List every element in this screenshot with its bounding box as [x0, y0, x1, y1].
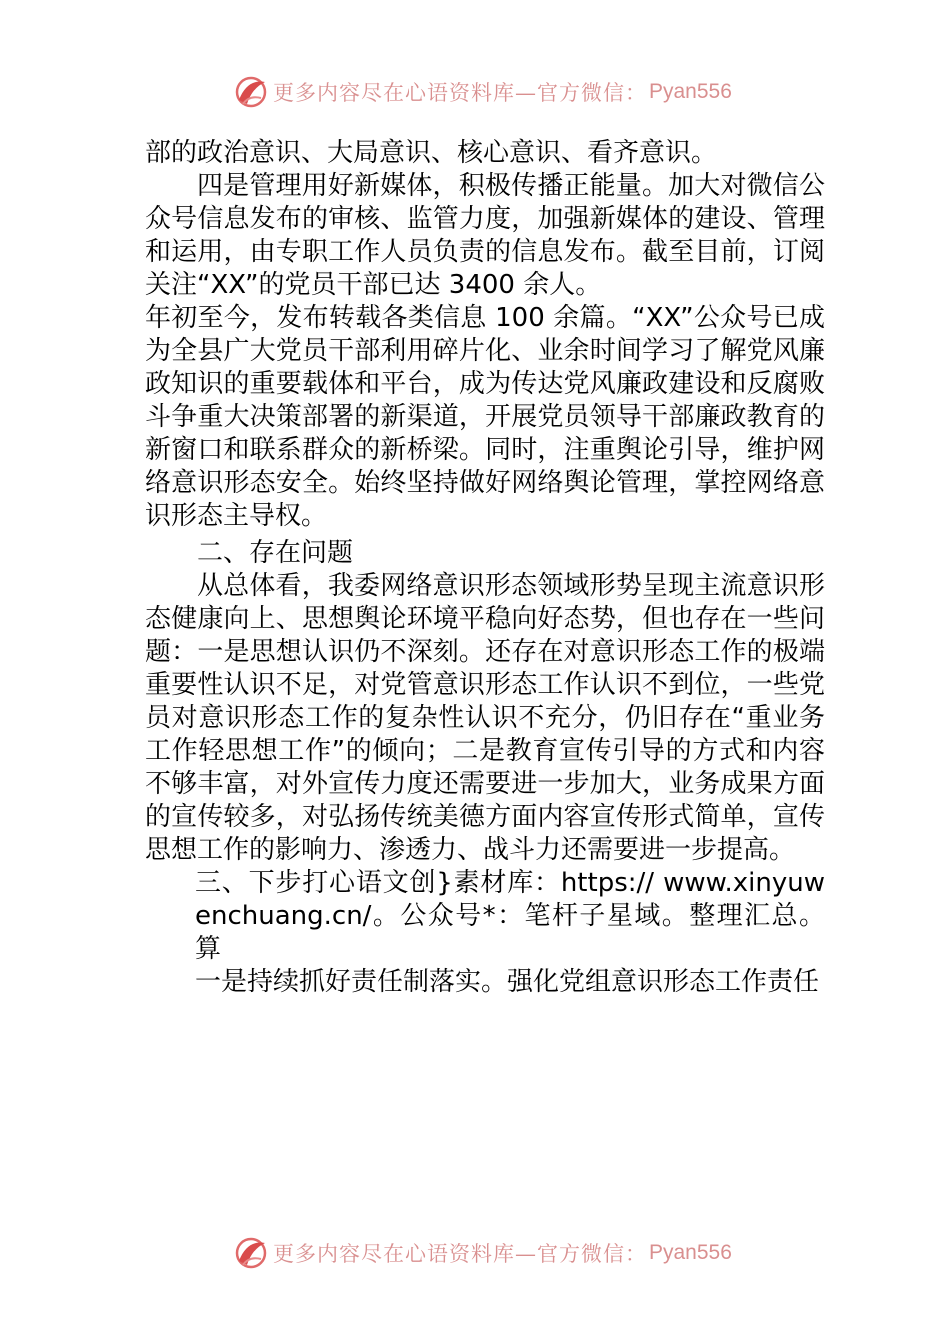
watermark-wechat-id: Pyan556 [649, 80, 732, 103]
paragraph: 从总体看，我委网络意识形态领域形势呈现主流意识形态健康向上、思想舆论环境平稳向好态势，但也存在一些问题：一是思想认识仍不深刻。还存在对意识形态工作的极端重要性认识不足，对党管意识形态工作认识不到位，一些党员对意识形态工作的复杂性认识不充分，仍旧存在“重业务工作轻思想工作”的倾向；二是教育宣传引导的方式和内容不够丰富，对外宣传力度还需要进一步加大，业务成果方面的宣传较多，对弘扬传统美德方面内容宣传形式简单，宣传思想工作的影响力、渗透力、战斗力还需要进一步提高。 [145, 571, 825, 865]
watermark-text: 更多内容尽在心语资料库—官方微信： [273, 81, 647, 105]
footer-watermark [233, 1233, 732, 1273]
document-body [145, 137, 825, 999]
brand-logo-icon [233, 74, 269, 110]
section-heading: 二、存在问题 [197, 538, 354, 568]
paragraph: 年初至今，发布转载各类信息 100 余篇。“XX”公众号已成为全县广大党员干部利用碎片化、业余时间学习了解党风廉政知识的重要载体和平台，成为传达党风廉政建设和反腐败斗争重大决策部署的新渠道，开展党员领导干部廉政教育的新窗口和联系群众的新桥梁。同时，注重舆论引导，维护网络意识形态安全。始终坚持做好网络舆论管理，掌控网络意识形态主导权。 [145, 303, 825, 531]
paragraph: 一是持续抓好责任制落实。强化党组意识形态工作责任 [195, 967, 820, 997]
paragraph: 部的政治意识、大局意识、核心意识、看齐意识。 [145, 138, 718, 168]
watermark-text: 更多内容尽在心语资料库—官方微信： [273, 1242, 647, 1266]
header-watermark [233, 72, 732, 112]
paragraph: 四是管理用好新媒体，积极传播正能量。加大对微信公众号信息发布的审核、监管力度，加强新媒体的建设、管理和运用，由专职工作人员负责的信息发布。截至目前，订阅关注“XX”的党员干部已达 3400 余人。 [145, 171, 825, 300]
watermark-wechat-id: Pyan556 [649, 1241, 732, 1264]
paragraph: 三、下步打心语文创}素材库：https:// www.xinyuwenchuang.cn/。公众号*：笔杆子星域。整理汇总。算 [195, 868, 825, 964]
brand-logo-icon [233, 1235, 269, 1271]
